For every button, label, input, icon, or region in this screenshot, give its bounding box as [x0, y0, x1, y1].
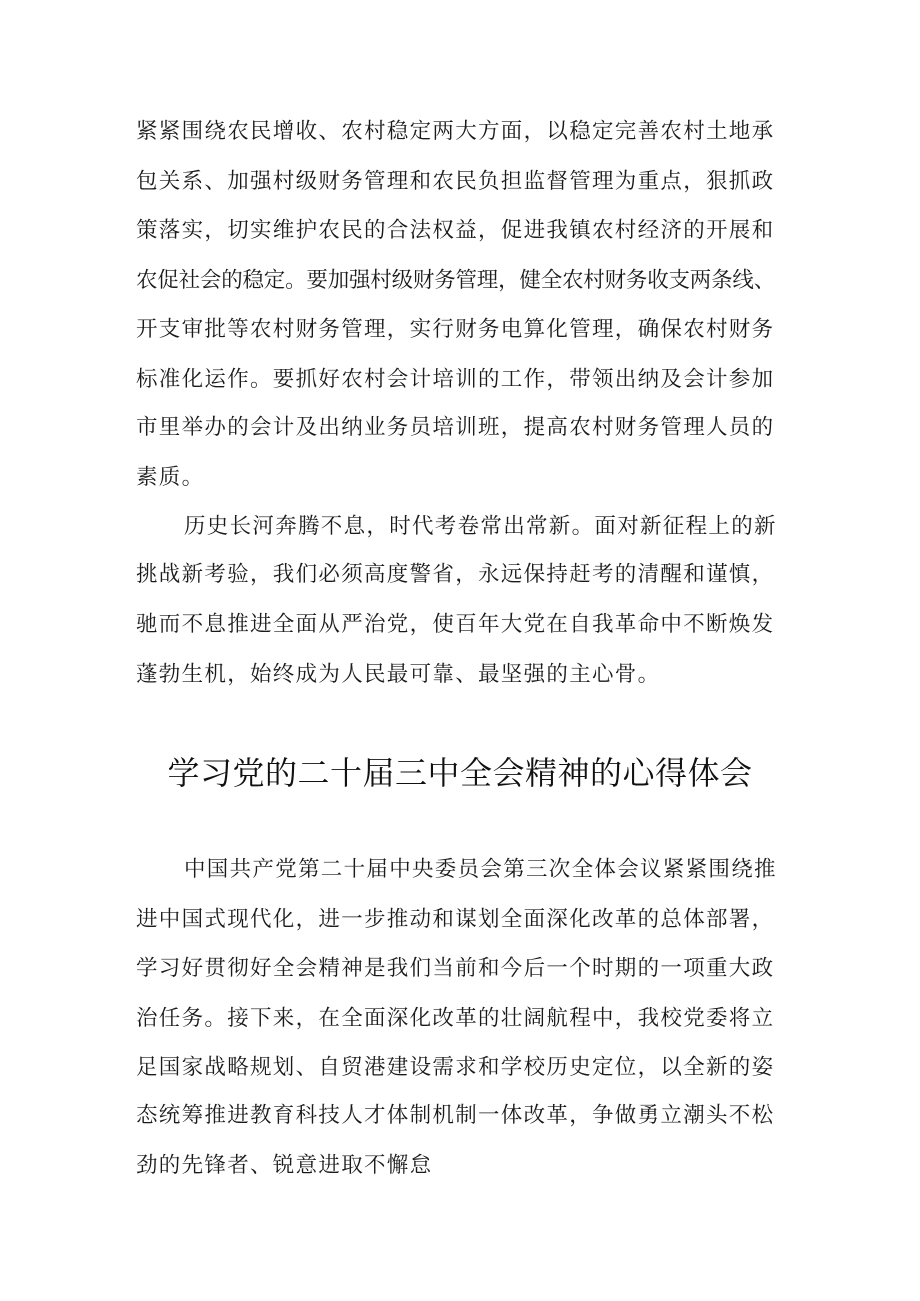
paragraph-2-line-4: 蓬勃生机，始终成为人民最可靠、最坚强的主心骨。 [136, 662, 661, 687]
paragraph-1-line-3: 策落实，切实维护农民的合法权益，促进我镇农村经济的开展和 [136, 218, 775, 243]
paragraph-3-line-7: 劲的先锋者、锐意进取不懈怠 [136, 1153, 433, 1178]
paragraph-1-line-8: 素质。 [136, 465, 205, 490]
paragraph-3-line-6: 态统筹推进教育科技人才体制机制一体改革，争做勇立潮头不松 [136, 1103, 775, 1128]
paragraph-3-line-4: 治任务。接下来，在全面深化改革的壮阔航程中，我校党委将立 [136, 1006, 775, 1031]
paragraph-2-line-3: 驰而不息推进全面从严治党，使百年大党在自我革命中不断焕发 [136, 612, 775, 637]
paragraph-2-line-2: 挑战新考验，我们必须高度警省，永远保持赶考的清醒和谨慎， [136, 562, 775, 587]
paragraph-1-line-7: 市里举办的会计及出纳业务员培训班，提高农村财务管理人员的 [136, 415, 775, 440]
paragraph-3-line-2: 进中国式现代化，进一步推动和谋划全面深化改革的总体部署， [136, 907, 775, 932]
paragraph-3-line-3: 学习好贯彻好全会精神是我们当前和今后一个时期的一项重大政 [136, 956, 775, 981]
paragraph-1-line-6: 标准化运作。要抓好农村会计培训的工作，带领出纳及会计参加 [136, 367, 775, 392]
section-heading: 学习党的二十届三中全会精神的心得体会 [167, 754, 753, 792]
paragraph-1-line-4: 农促社会的稳定。要加强村级财务管理，健全农村财务收支两条线、 [136, 268, 776, 293]
paragraph-3-line-5: 足国家战略规划、自贸港建设需求和学校历史定位，以全新的姿 [136, 1055, 775, 1080]
paragraph-1-line-5: 开支审批等农村财务管理，实行财务电算化管理，确保农村财务 [136, 317, 775, 342]
paragraph-2-line-1: 历史长河奔腾不息，时代考卷常出常新。面对新征程上的新 [184, 514, 777, 539]
paragraph-3-line-1: 中国共产党第二十届中央委员会第三次全体会议紧紧围绕推 [184, 857, 777, 882]
paragraph-1-line-2: 包关系、加强村级财务管理和农民负担监督管理为重点，狠抓政 [136, 169, 775, 194]
paragraph-1-line-1: 紧紧围绕农民增收、农村稳定两大方面，以稳定完善农村土地承 [136, 119, 775, 144]
